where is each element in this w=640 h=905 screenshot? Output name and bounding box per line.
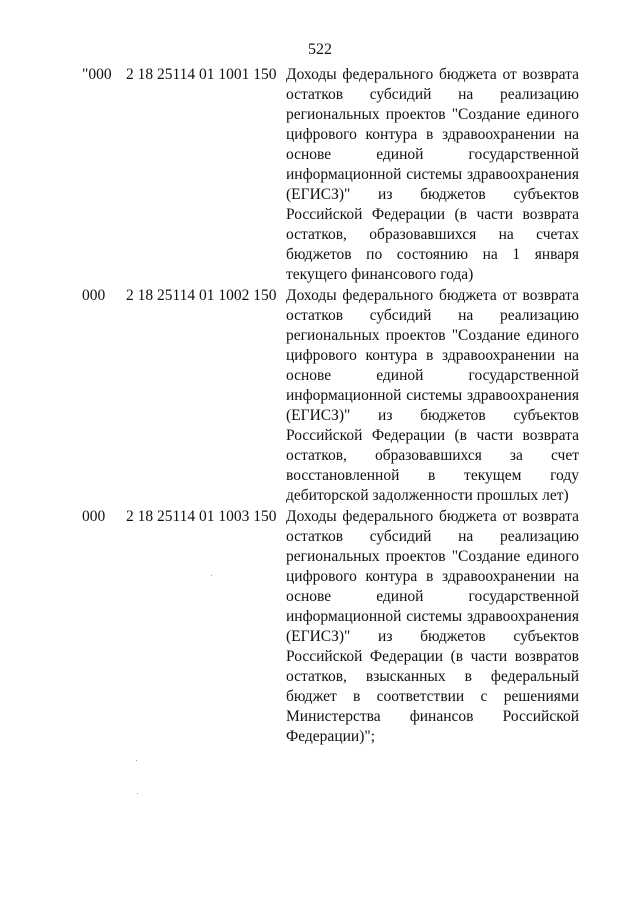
table-row (0, 286, 640, 506)
income-description: Доходы федерального бюджета от возврата остатков субсидий на реализацию региональных проектов "Создание единого цифрового контура в здравоохранении на основе единой государственной информационной системы здравоохранения (ЕГИСЗ)" из бюджетов субъектов Российской Федерации (в части возврата остатков, образовавшихся за счет восстановленной в текущем году дебиторской задолженности прошлых лет) (286, 287, 579, 504)
budget-classification-code: 2 18 25114 01 1003 150 (126, 508, 277, 525)
scan-speck (137, 793, 138, 794)
admin-code: "000 (82, 66, 112, 83)
admin-code: 000 (82, 287, 106, 304)
page-number: 522 (308, 41, 332, 58)
income-description: Доходы федерального бюджета от возврата остатков субсидий на реализацию региональных проектов "Создание единого цифрового контура в здравоохранении на основе единой государственной информационной системы здравоохранения (ЕГИСЗ)" из бюджетов субъектов Российской Федерации (в части возврата остатков, образовавшихся на счетах бюджетов по состоянию на 1 января текущего финансового года) (286, 66, 579, 283)
budget-classification-code: 2 18 25114 01 1001 150 (126, 66, 277, 83)
scan-speck (136, 760, 137, 761)
table-row (0, 507, 640, 747)
table-row (0, 65, 640, 285)
budget-code-table (0, 65, 640, 748)
income-description: Доходы федерального бюджета от возврата остатков субсидий на реализацию региональных проектов "Создание единого цифрового контура в здравоохранении на основе единой государственной информационной системы здравоохранения (ЕГИСЗ)" из бюджетов субъектов Российской Федерации (в части возвратов остатков, взысканных в федеральный бюджет в соответствии с решениями Министерства финансов Российской Федерации)"; (286, 508, 579, 745)
budget-classification-code: 2 18 25114 01 1002 150 (126, 287, 277, 304)
admin-code: 000 (82, 508, 106, 525)
scan-speck (211, 575, 212, 576)
